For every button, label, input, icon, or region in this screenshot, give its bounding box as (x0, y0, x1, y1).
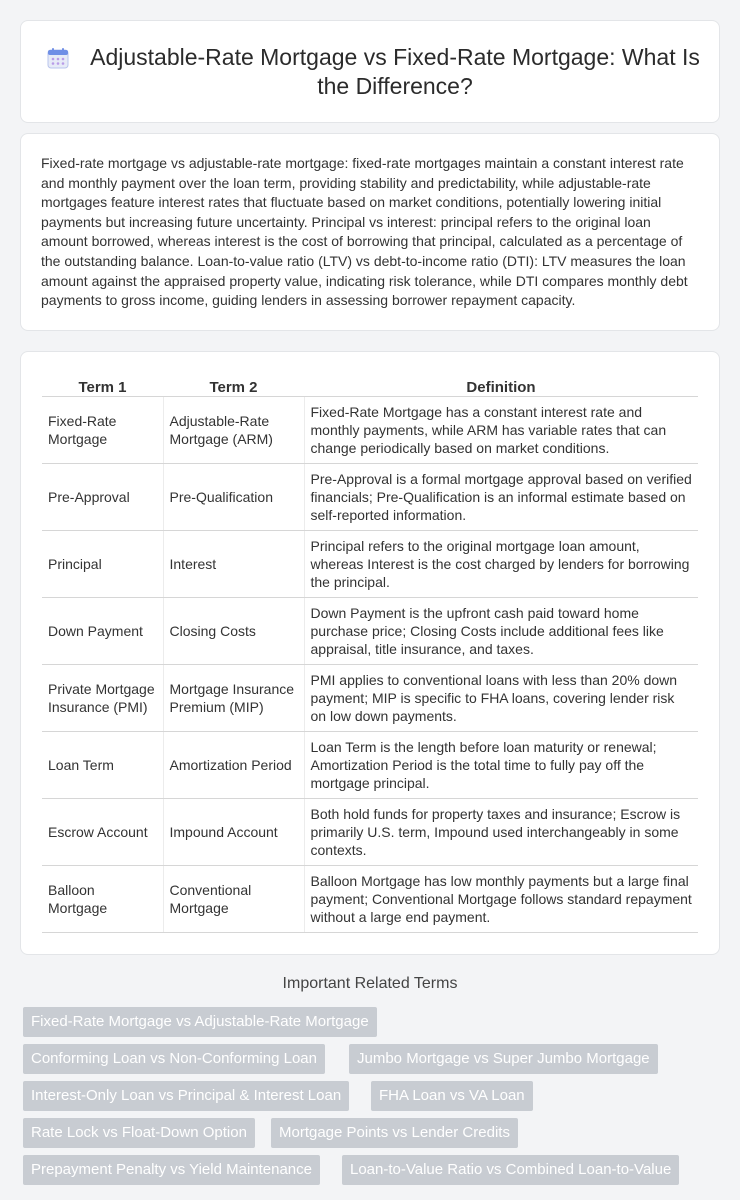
table-row (42, 463, 698, 530)
column-header-term2: Term 2 (163, 371, 304, 396)
definition-cell: Both hold funds for property taxes and insurance; Escrow is primarily U.S. term, Impound used interchangeably in some contexts. (304, 798, 698, 865)
term2-cell: Impound Account (163, 798, 304, 865)
term1-cell: Private Mortgage Insurance (PMI) (42, 664, 163, 731)
term1-cell: Balloon Mortgage (42, 865, 163, 932)
definition-cell: Balloon Mortgage has low monthly payments but a large final payment; Conventional Mortgage follows standard repayment without a large end payment. (304, 865, 698, 932)
term2-cell: Amortization Period (163, 731, 304, 798)
page-title: Adjustable-Rate Mortgage vs Fixed-Rate Mortgage: What Is the Difference? (90, 44, 700, 99)
related-terms-heading: Important Related Terms (282, 975, 458, 992)
definition-cell: Fixed-Rate Mortgage has a constant interest rate and monthly payments, while ARM has variable rates that can change periodically based on market conditions. (304, 396, 698, 463)
definition-cell: Principal refers to the original mortgage loan amount, whereas Interest is the cost charged by lenders for borrowing the principal. (304, 530, 698, 597)
term1-cell: Principal (42, 530, 163, 597)
term2-cell: Adjustable-Rate Mortgage (ARM) (163, 396, 304, 463)
related-term-tag[interactable]: Prepayment Penalty vs Yield Maintenance (23, 1155, 320, 1185)
table-row (42, 530, 698, 597)
related-term-tag[interactable]: FHA Loan vs VA Loan (371, 1081, 533, 1111)
term1-cell: Escrow Account (42, 798, 163, 865)
intro-card (20, 133, 720, 331)
term1-cell: Pre-Approval (42, 463, 163, 530)
comparison-table-card (20, 351, 720, 955)
table-row (42, 396, 698, 463)
term2-cell: Conventional Mortgage (163, 865, 304, 932)
definition-cell: Down Payment is the upfront cash paid toward home purchase price; Closing Costs include additional fees like appraisal, title insurance, and taxes. (304, 597, 698, 664)
calendar-icon (47, 47, 69, 69)
term2-cell: Mortgage Insurance Premium (MIP) (163, 664, 304, 731)
table-row (42, 865, 698, 932)
intro-paragraph: Fixed-rate mortgage vs adjustable-rate mortgage: fixed-rate mortgages maintain a constant interest rate and monthly payment over the loan term, providing stability and predictability, while adjustable-rate mortgages feature interest rates that fluctuate based on market conditions, potentially lowering initial payments but increasing future uncertainty. Principal vs interest: principal refers to the original loan amount borrowed, whereas interest is the cost of borrowing that principal, calculated as a percentage of the outstanding balance. Loan-to-value ratio (LTV) vs debt-to-income ratio (DTI): LTV measures the loan amount against the appraised property value, indicating risk tolerance, while DTI compares monthly debt payments to gross income, guiding lenders in assessing borrower repayment capacity. (41, 155, 688, 309)
comparison-table (42, 371, 698, 933)
header-card (20, 20, 720, 123)
column-header-term1: Term 1 (42, 371, 163, 396)
definition-cell: PMI applies to conventional loans with less than 20% down payment; MIP is specific to FHA loans, covering lender risk on low down payments. (304, 664, 698, 731)
related-term-tag[interactable]: Jumbo Mortgage vs Super Jumbo Mortgage (349, 1044, 658, 1074)
term2-cell: Interest (163, 530, 304, 597)
table-row (42, 597, 698, 664)
definition-cell: Pre-Approval is a formal mortgage approval based on verified financials; Pre-Qualification is an informal estimate based on self-reported information. (304, 463, 698, 530)
table-row (42, 798, 698, 865)
related-term-tag[interactable]: Conforming Loan vs Non-Conforming Loan (23, 1044, 325, 1074)
table-header-row (42, 371, 698, 396)
related-term-tag[interactable]: Interest-Only Loan vs Principal & Interest Loan (23, 1081, 349, 1111)
related-term-tag[interactable]: Fixed-Rate Mortgage vs Adjustable-Rate Mortgage (23, 1007, 377, 1037)
related-term-tag[interactable]: Mortgage Points vs Lender Credits (271, 1118, 518, 1148)
column-header-definition: Definition (304, 371, 698, 396)
term1-cell: Fixed-Rate Mortgage (42, 396, 163, 463)
definition-cell: Loan Term is the length before loan maturity or renewal; Amortization Period is the total time to fully pay off the mortgage principal. (304, 731, 698, 798)
term1-cell: Loan Term (42, 731, 163, 798)
related-term-tag[interactable]: Rate Lock vs Float-Down Option (23, 1118, 255, 1148)
related-term-tag[interactable]: Loan-to-Value Ratio vs Combined Loan-to-Value (342, 1155, 679, 1185)
term1-cell: Down Payment (42, 597, 163, 664)
term2-cell: Closing Costs (163, 597, 304, 664)
term2-cell: Pre-Qualification (163, 463, 304, 530)
table-row (42, 664, 698, 731)
table-row (42, 731, 698, 798)
